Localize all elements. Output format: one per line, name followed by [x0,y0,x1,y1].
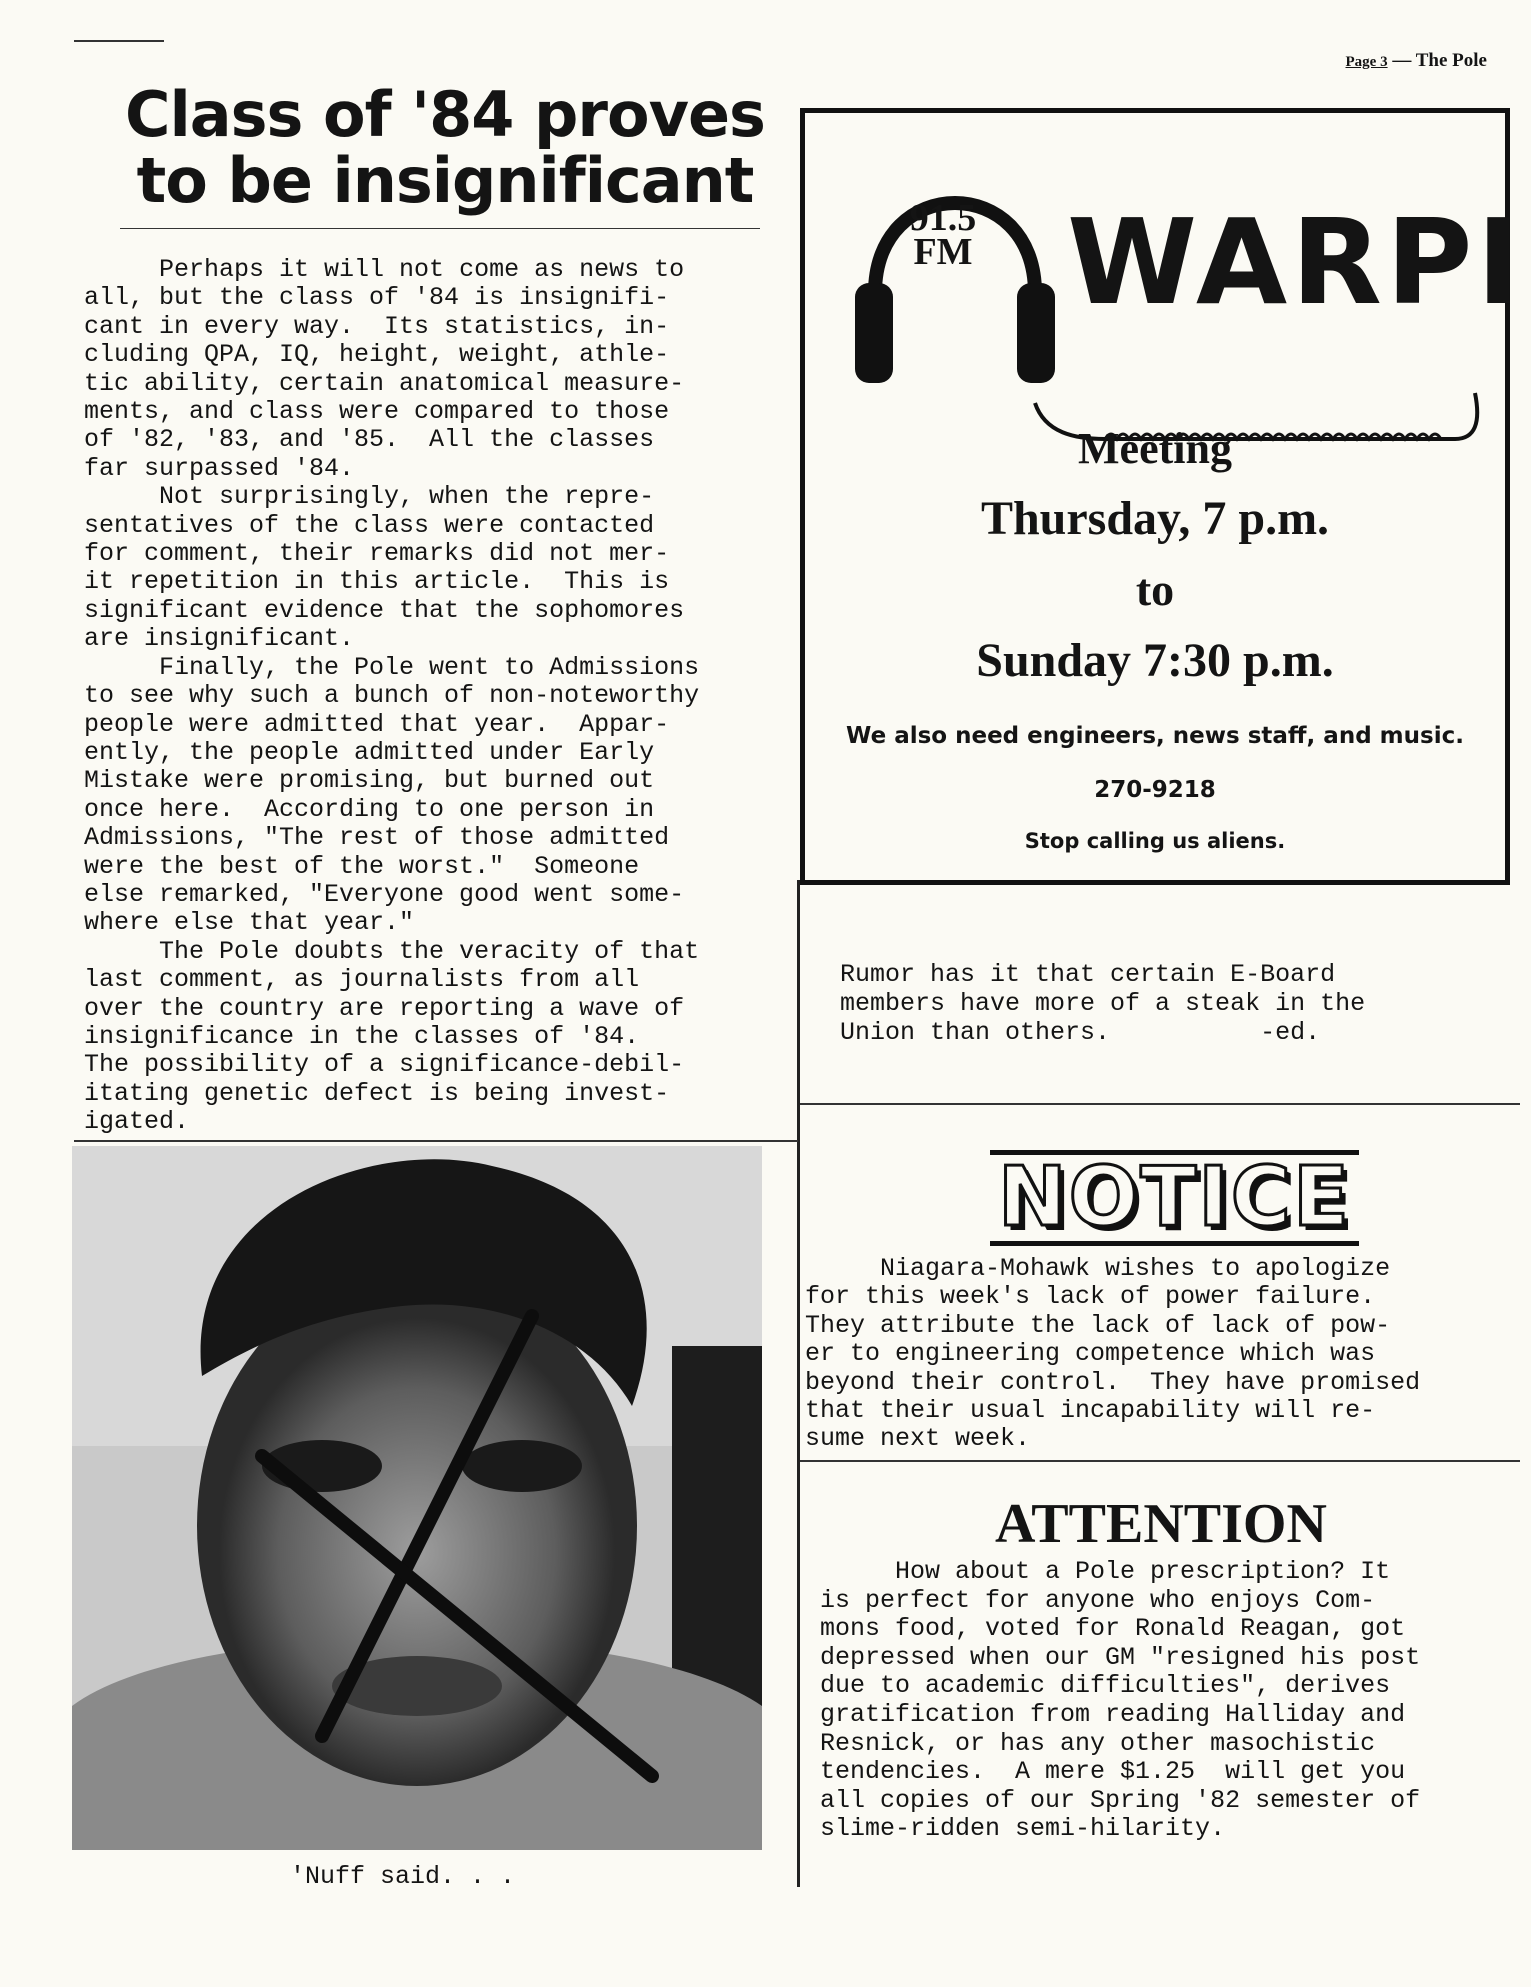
rumor-blurb: Rumor has it that certain E-Board members have more of a steak in the Union than others. -ed. [840,960,1366,1047]
top-rule [74,40,164,42]
frequency-number: 91.5 [909,197,977,239]
page-number: Page 3 [1345,54,1388,70]
article-bottom-rule [74,1140,798,1142]
article-headline [100,78,790,217]
phone-number: 270-9218 [1094,777,1216,803]
student-photo [72,1146,762,1850]
station-frequency [883,197,1003,273]
meeting-end: Sunday 7:30 p.m. [976,634,1334,687]
meeting-heading: Meeting [1078,424,1232,473]
station-logo: WARPI [1067,193,1525,331]
article-body: Perhaps it will not come as news to all, but the class of '84 is insignifi- cant in every way. Its statistics, in- cluding QPA, IQ, height, weight, athle- tic ability, certain anatomical measure- ments, and class were compared to those of '82, '83, and '85. All the classes far surpassed '84. Not surprisingly, when the repre- sentatives of the class were contacted for comment, their remarks did not mer- it repetition in this article. This is significant evidence that the sophomores are insignificant. Finally, the Pole went to Admissions to see why such a bunch of non-noteworthy people were admitted that year. Appar- ently, the people admitted under Early Mistake were promising, but burned out once here. According to one person in Admissions, "The rest of those admitted were the best of the worst." Someone else remarked, "Everyone good went some- where else that year." The Pole doubts the veracity of that last comment, as journalists from all over the country are reporting a wave of insignificance in the classes of '84. The possibility of a significance-debil- itating genetic defect is being invest- igated. [84,255,700,1137]
frequency-band: FM [913,231,973,273]
notice-title: NOTICE [990,1150,1359,1246]
header-separator: — [1392,50,1412,71]
staff-need: We also need engineers, news staff, and music. [846,723,1464,749]
ad-tagline: Stop calling us aliens. [1024,829,1286,853]
rumor-rule [800,1103,1520,1105]
notice-rule [800,1460,1520,1462]
notice-body: Niagara-Mohawk wishes to apologize for this week's lack of power failure. They attribute the lack of lack of pow- er to engineering competence which was beyond their control. They have promised that their usual incapability will re- sume next week. [805,1254,1421,1454]
headline-line-2: to be insignificant [136,144,754,217]
meeting-start: Thursday, 7 p.m. [980,492,1330,545]
attention-title: ATTENTION [995,1493,1327,1555]
warpi-ad [800,108,1525,885]
meeting-to: to [1135,564,1175,615]
page-header [1346,50,1488,72]
photo-caption: 'Nuff said. . . [290,1862,516,1891]
headline-rule [120,228,760,229]
attention-body: How about a Pole prescription? It is perfect for anyone who enjoys Com- mons food, voted for Ronald Reagan, got depressed when our GM "resigned his post due to academic difficulties", derives gratification from reading Halliday and Resnick, or has any other masochistic tendencies. A mere $1.25 will get you all copies of our Spring '82 semester of slime-ridden semi-hilarity. [820,1557,1421,1844]
headline-line-1: Class of '84 proves [125,78,765,151]
publication-name: The Pole [1415,50,1487,71]
column-divider [797,880,800,1887]
